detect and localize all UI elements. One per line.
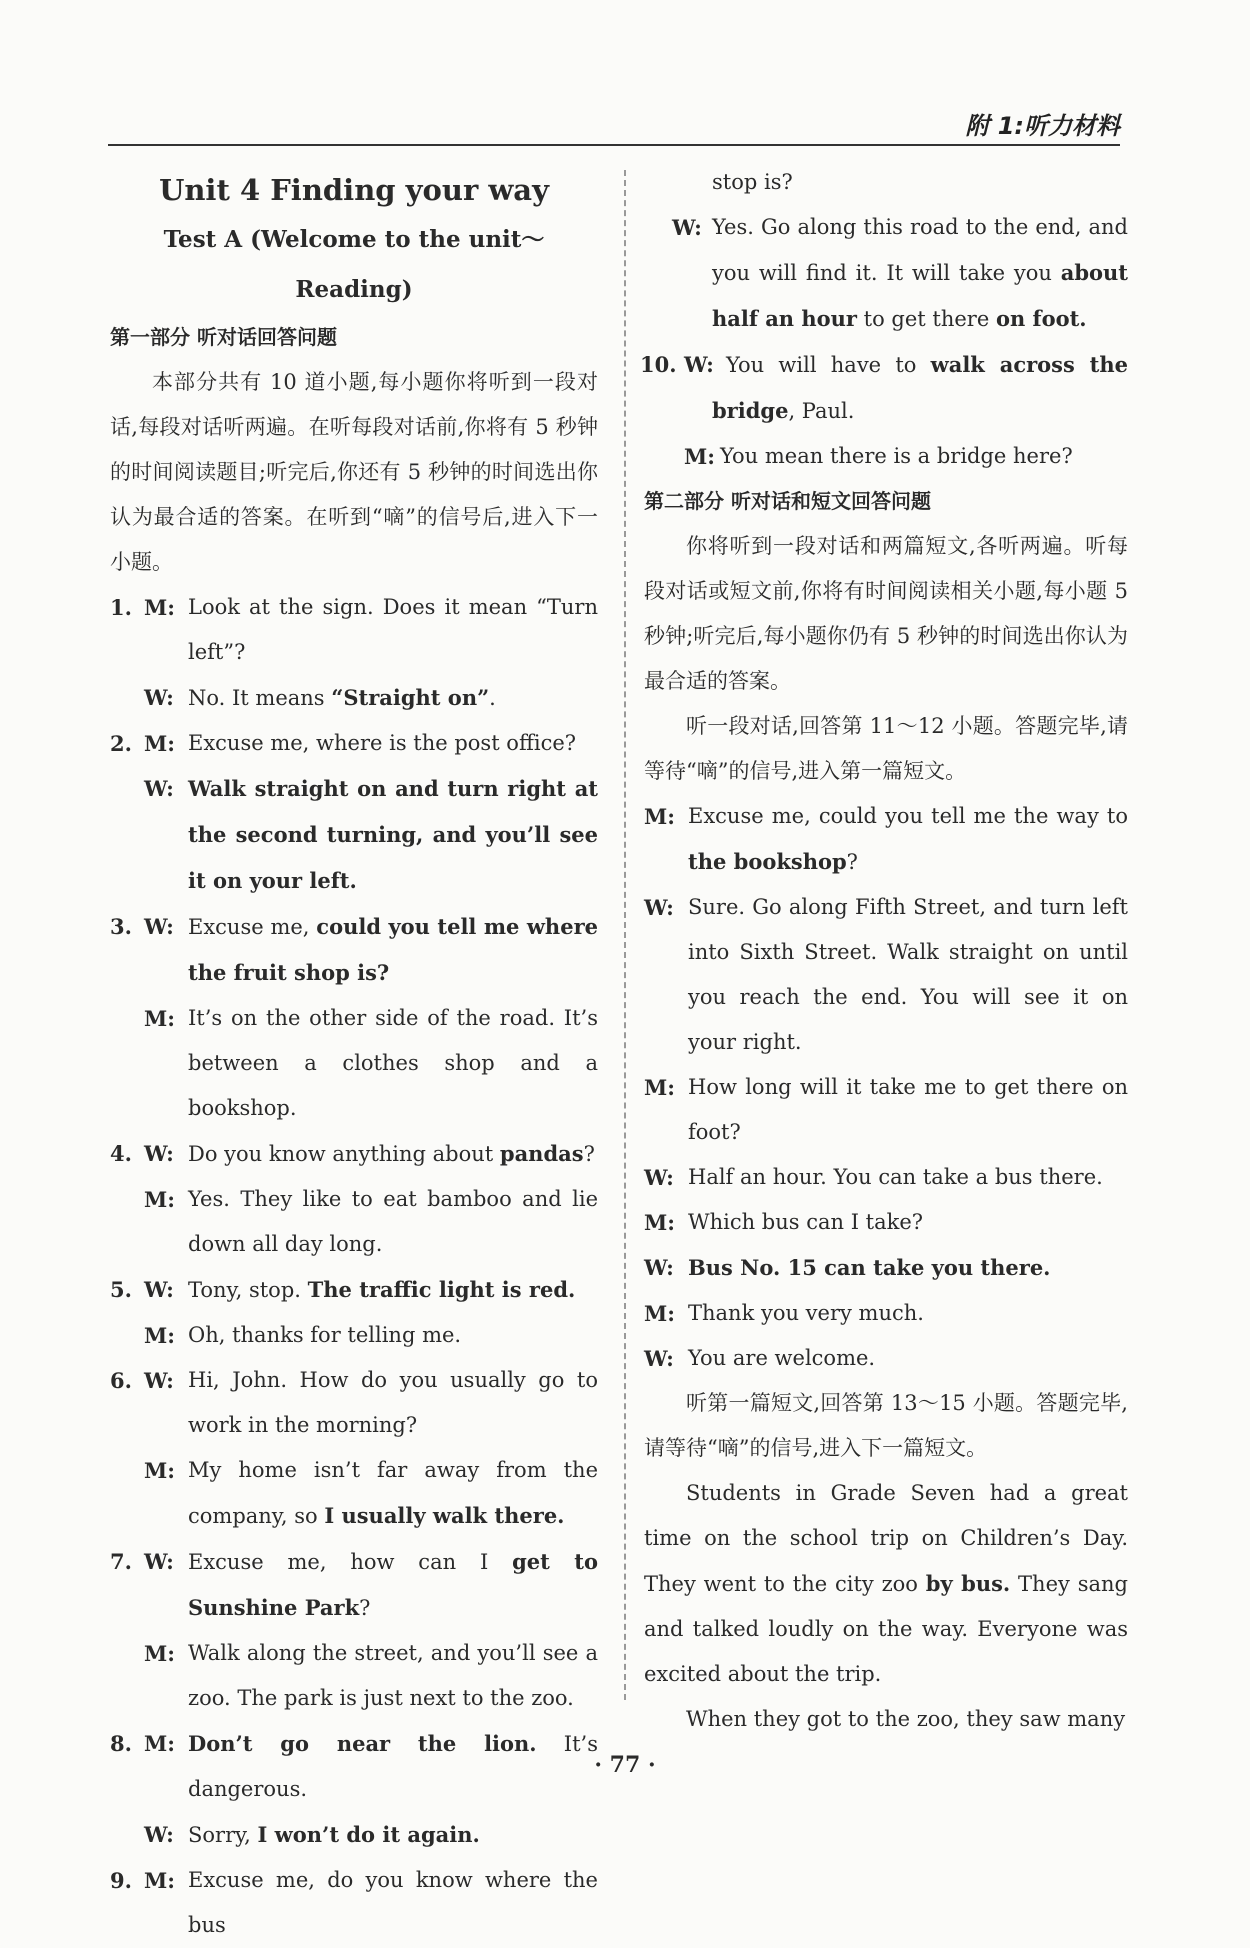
passage1-text: [644, 1471, 1128, 1697]
speaker: M:: [644, 1075, 675, 1100]
dialogue-bold: about half an hour: [712, 260, 1128, 331]
question-7-m: [110, 1631, 598, 1721]
speaker: W:: [684, 352, 714, 377]
dialogue-bold: walk across the bridge: [712, 352, 1129, 423]
part2-title: 第二部分 听对话和短文回答问题: [644, 489, 931, 513]
dialogue-text: Excuse me, where is the post office?: [188, 731, 577, 755]
speaker: M:: [684, 444, 715, 469]
dialog-line: [644, 1245, 1128, 1291]
speaker: M:: [144, 1868, 175, 1893]
left-column: [110, 165, 598, 1948]
dialogue-text: It’s dangerous.: [188, 1732, 598, 1801]
speaker: M:: [144, 1006, 175, 1031]
dialogue-text: Do you know anything about: [188, 1142, 500, 1166]
speaker: W:: [644, 1255, 674, 1280]
speaker: M:: [644, 1301, 675, 1326]
dialogue-bold: pandas: [499, 1141, 584, 1166]
part2-intro: 你将听到一段对话和两篇短文,各听两遍。听每段对话或短文前,你将有时间阅读相关小题,每小题 5 秒钟;听完后,每小题你仍有 5 秒钟的时间选出你认为最合适的答案。: [644, 534, 1128, 693]
dialogue-text: It’s on the other side of the road. It’s between a clothes shop and a bookshop.: [188, 1006, 598, 1120]
dialogue-text: Yes. Go along this road to the end, and you will find it. It will take you: [712, 215, 1128, 285]
question-number: 8.: [110, 1731, 132, 1756]
dialogue-bold: Walk straight on and turn right at the second turning, and you’ll see it on your left.: [188, 776, 598, 893]
dialogue-text: You will have to: [726, 353, 931, 377]
dialogue-text: Excuse me, how can I: [188, 1550, 513, 1574]
speaker: W:: [144, 1368, 174, 1393]
speaker: W:: [144, 1549, 174, 1574]
question-9-cont: [644, 160, 1128, 205]
page-header: [108, 100, 1120, 146]
dialogue-text: No. It means: [188, 686, 332, 710]
right-column: [640, 160, 1129, 1742]
dialogue-text: Which bus can I take?: [688, 1210, 924, 1234]
question-4-w: 4. W: Do you know anything about pandas?: [110, 1131, 598, 1177]
speaker: M:: [144, 1458, 175, 1483]
question-6-w: [110, 1358, 598, 1448]
dialogue-text: stop is?: [712, 170, 793, 194]
speaker: M:: [144, 1323, 175, 1348]
question-5-m: [110, 1313, 598, 1358]
dialogue-text: , Paul.: [788, 399, 855, 423]
speaker: W:: [144, 776, 174, 801]
dialogue-text: Thank you very much.: [688, 1301, 924, 1325]
speaker: M:: [144, 731, 175, 756]
question-1-w: W: No. It means “Straight on”.: [110, 675, 598, 721]
dialogue-text: Walk along the street, and you’ll see a zoo. The park is just next to the zoo.: [188, 1641, 598, 1710]
dialogue-text: Sorry,: [188, 1823, 258, 1847]
dialog-line: [644, 1200, 1128, 1245]
question-number: 1.: [110, 595, 132, 620]
dialogue-text: to get there: [857, 307, 996, 331]
dialogue-text: You are welcome.: [688, 1346, 876, 1370]
passage1-intro: 听第一篇短文,回答第 13～15 小题。答题完毕,请等待“嘀”的信号,进入下一篇短文。: [644, 1391, 1128, 1460]
question-number: 7.: [110, 1549, 132, 1574]
dialogue-text: Look at the sign. Does it mean “Turn left”?: [188, 595, 598, 664]
question-number: 4.: [110, 1141, 132, 1166]
question-7-w: 7. W: Excuse me, how can I get to Sunshine Park?: [110, 1539, 598, 1631]
speaker: M:: [144, 1641, 175, 1666]
dialogue-text: Oh, thanks for telling me.: [188, 1323, 462, 1347]
dialogue-bold: the bookshop: [688, 849, 847, 874]
question-3-m: [110, 996, 598, 1131]
question-9-w: [644, 205, 1128, 342]
question-number: 2.: [110, 731, 132, 756]
dialogue-text: Half an hour. You can take a bus there.: [688, 1165, 1103, 1189]
dialogue-bold: I usually walk there.: [324, 1503, 565, 1528]
question-number: 10.: [640, 352, 677, 377]
passage-bold: by bus.: [925, 1571, 1011, 1596]
dialog-line: [644, 1155, 1128, 1200]
speaker: M:: [644, 1210, 675, 1235]
question-4-m: [110, 1177, 598, 1267]
speaker: M:: [144, 1187, 175, 1212]
speaker: W:: [144, 685, 174, 710]
column-divider: [624, 170, 626, 1700]
question-9-m: [110, 1858, 598, 1948]
speaker: W:: [144, 1822, 174, 1847]
test-title: Test A (Welcome to the unit～Reading): [163, 226, 545, 303]
question-3-w: [110, 904, 598, 996]
part1-intro: 本部分共有 10 道小题,每小题你将听到一段对话,每段对话听两遍。在听每段对话前,你将有 5 秒钟的时间阅读题目;听完后,你还有 5 秒钟的时间选出你认为最合适的答案。在听到“嘀”的信号后,进入下一小题。: [110, 370, 598, 574]
speaker: W:: [144, 1277, 174, 1302]
speaker: W:: [144, 1141, 174, 1166]
question-2-w: [110, 766, 598, 904]
passage1-last: When they got to the zoo, they saw many: [686, 1707, 1126, 1731]
speaker: M:: [144, 1731, 175, 1756]
dialog-line: [644, 1336, 1128, 1381]
dialogue-text: Excuse me, do you know where the bus: [188, 1868, 598, 1937]
dialogue-text: Excuse me, could you tell me the way to: [688, 804, 1128, 828]
dialogue-bold: “Straight on”: [331, 685, 490, 710]
dialog-line: M: Excuse me, could you tell me the way to the bookshop?: [644, 794, 1128, 885]
dialogue-bold: The traffic light is red.: [307, 1277, 576, 1302]
question-number: 3.: [110, 914, 132, 939]
dialogue-text: Hi, John. How do you usually go to work in the morning?: [188, 1368, 598, 1437]
dialogue-text: Yes. They like to eat bamboo and lie down all day long.: [188, 1187, 598, 1256]
dialogue-bold: Bus No. 15 can take you there.: [688, 1255, 1051, 1280]
dialog-line: [644, 1065, 1128, 1155]
dialogue-text: My home isn’t far away from the company, so: [188, 1458, 598, 1528]
question-number: 5.: [110, 1277, 132, 1302]
question-10-m: [644, 434, 1128, 479]
question-6-m: [110, 1448, 598, 1539]
speaker: W:: [144, 914, 174, 939]
question-5-w: [110, 1267, 598, 1313]
unit-title: Unit 4 Finding your way: [159, 173, 549, 207]
question-1-m: [110, 585, 598, 675]
dialogue-bold: could you tell me where the fruit shop is?: [188, 914, 598, 985]
dialogue-text: Sure. Go along Fifth Street, and turn left into Sixth Street. Walk straight on until you reach the end. You will see it on your right.: [688, 895, 1128, 1054]
question-10-w: [640, 342, 1129, 434]
speaker: W:: [672, 215, 702, 240]
passage-text: They sang and talked loudly on the way. Everyone was excited about the trip.: [644, 1572, 1128, 1686]
question-number: 9.: [110, 1868, 132, 1893]
page-number: · 77 ·: [594, 1752, 656, 1778]
dialogue-bold: get to Sunshine Park: [188, 1549, 598, 1620]
dialogue-text: How long will it take me to get there on foot?: [688, 1075, 1128, 1144]
dialog-line: [644, 1291, 1128, 1336]
speaker: W:: [644, 895, 674, 920]
dialogue-text: You mean there is a bridge here?: [720, 444, 1073, 468]
dialogue-text: Excuse me,: [188, 915, 317, 939]
header-title: 附 1:听力材料: [965, 112, 1120, 140]
dialogue-bold: Don’t go near the lion.: [188, 1731, 537, 1756]
dialogue-text: Tony, stop.: [188, 1278, 308, 1302]
passage-text: Students in Grade Seven had a great time on the school trip on Children’s Day. They went to the city zoo: [644, 1481, 1128, 1596]
question-8-w: [110, 1812, 598, 1858]
speaker: M:: [144, 595, 175, 620]
dialogue-bold: on foot.: [995, 306, 1087, 331]
part2-dialog-intro: 听一段对话,回答第 11～12 小题。答题完毕,请等待“嘀”的信号,进入第一篇短文。: [644, 714, 1128, 783]
speaker: W:: [644, 1346, 674, 1371]
speaker: W:: [644, 1165, 674, 1190]
speaker: M:: [644, 804, 675, 829]
question-number: 6.: [110, 1368, 132, 1393]
question-2-m: [110, 721, 598, 766]
dialogue-bold: I won’t do it again.: [257, 1822, 480, 1847]
dialog-line: [644, 885, 1128, 1065]
part1-title: 第一部分 听对话回答问题: [110, 325, 337, 349]
